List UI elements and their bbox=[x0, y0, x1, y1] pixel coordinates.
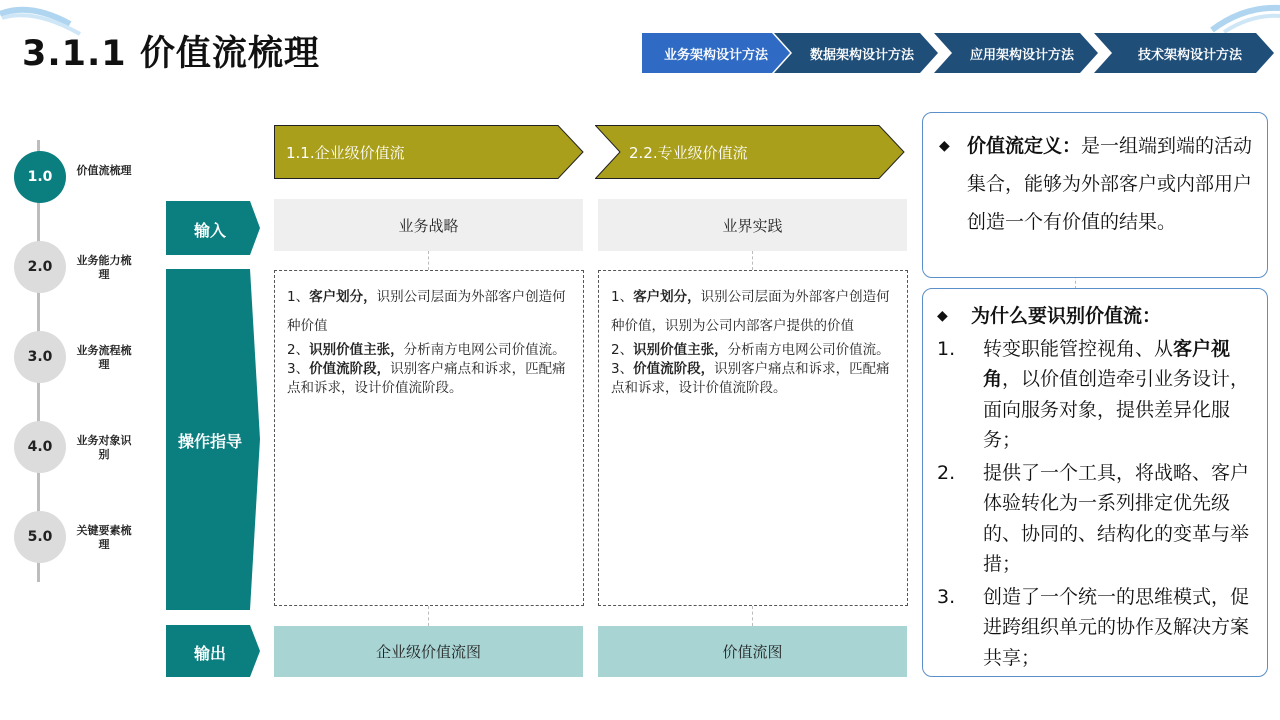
guide-box-professional bbox=[598, 270, 908, 606]
why-item-post: ，以价值创造牵引业务设计，面向服务对象，提供差异化服务； bbox=[983, 368, 1250, 451]
column-header-label: 2.2.专业级价值流 bbox=[629, 144, 748, 162]
why-item-1 bbox=[937, 334, 1257, 456]
diamond-bullet-icon: ◆ bbox=[939, 138, 950, 154]
guide-item-keyword: 客户划分， bbox=[309, 289, 377, 305]
timeline-label-5: 关键要素梳理 bbox=[76, 524, 132, 551]
timeline-node-3[interactable]: 3.0 bbox=[14, 331, 66, 383]
step-label: 业务架构设计方法 bbox=[663, 47, 768, 63]
step-label: 应用架构设计方法 bbox=[969, 47, 1074, 63]
input-box-professional: 业界实践 bbox=[598, 199, 907, 251]
timeline-node-4[interactable]: 4.0 bbox=[14, 421, 66, 473]
guide-item-2 bbox=[287, 341, 571, 360]
guide-item-text: 识别公司层面为外部客户创造何种价值 bbox=[287, 289, 566, 334]
timeline-node-2[interactable]: 2.0 bbox=[14, 241, 66, 293]
page-title: 3.1.1 价值流梳理 bbox=[22, 34, 320, 74]
step-technology-architecture[interactable] bbox=[1094, 33, 1274, 73]
timeline-label-3: 业务流程梳理 bbox=[76, 344, 132, 371]
guide-item-3 bbox=[287, 360, 571, 398]
column-header-enterprise bbox=[274, 125, 584, 179]
timeline-label-2: 业务能力梳理 bbox=[76, 254, 132, 281]
step-application-architecture[interactable] bbox=[934, 33, 1098, 73]
why-item-number: 2. bbox=[937, 461, 956, 484]
why-item-3 bbox=[937, 582, 1257, 674]
guide-item-prefix: 3、 bbox=[287, 361, 310, 377]
guide-item-3 bbox=[611, 360, 895, 398]
guide-item-prefix: 2、 bbox=[611, 342, 634, 358]
column-header-professional bbox=[595, 125, 905, 179]
definition-term: 价值流定义： bbox=[967, 135, 1082, 157]
guide-item-1 bbox=[287, 283, 571, 341]
timeline-label-1: 价值流梳理 bbox=[76, 164, 132, 177]
step-label: 数据架构设计方法 bbox=[809, 47, 914, 63]
guide-item-keyword: 识别价值主张， bbox=[633, 342, 728, 358]
row-tag-guide bbox=[166, 269, 260, 610]
guide-item-1 bbox=[611, 283, 895, 341]
why-panel bbox=[922, 288, 1268, 677]
column-header-label: 1.1.企业级价值流 bbox=[286, 144, 405, 162]
row-tag-input bbox=[166, 201, 260, 255]
why-item-number: 3. bbox=[937, 585, 956, 608]
guide-item-text: 识别客户痛点和诉求，匹配痛点和诉求，设计价值流阶段。 bbox=[287, 361, 566, 396]
why-item-bold: 客户视角 bbox=[983, 337, 1231, 390]
guide-item-prefix: 1、 bbox=[611, 289, 634, 305]
guide-item-text: 识别客户痛点和诉求，匹配痛点和诉求，设计价值流阶段。 bbox=[611, 361, 890, 396]
definition-panel bbox=[922, 112, 1268, 278]
connector-line bbox=[752, 606, 753, 626]
why-item-pre: 转变职能管控视角、从 bbox=[983, 337, 1174, 360]
output-box-enterprise: 企业级价值流图 bbox=[274, 626, 583, 677]
guide-item-prefix: 2、 bbox=[287, 342, 310, 358]
row-tag-label: 输出 bbox=[193, 644, 226, 663]
connector-line bbox=[428, 606, 429, 626]
connector-line bbox=[428, 251, 429, 270]
guide-box-enterprise bbox=[274, 270, 584, 606]
guide-item-keyword: 客户划分， bbox=[633, 289, 701, 305]
step-business-architecture[interactable] bbox=[642, 33, 790, 73]
guide-item-prefix: 3、 bbox=[611, 361, 634, 377]
guide-item-keyword: 价值流阶段， bbox=[309, 361, 391, 377]
guide-item-text: 识别公司层面为外部客户创造何种价值，识别为公司内部客户提供的价值 bbox=[611, 289, 890, 334]
guide-item-2 bbox=[611, 341, 895, 360]
guide-item-prefix: 1、 bbox=[287, 289, 310, 305]
guide-item-keyword: 识别价值主张， bbox=[309, 342, 404, 358]
why-item-text: 创造了一个统一的思维模式，促进跨组织单元的协作及解决方案共享； bbox=[983, 585, 1250, 669]
why-item-text bbox=[983, 334, 1257, 456]
input-box-enterprise: 业务战略 bbox=[274, 199, 583, 251]
method-steps-nav bbox=[640, 33, 1274, 73]
guide-item-text: 分析南方电网公司价值流。 bbox=[403, 342, 566, 358]
row-tag-label: 输入 bbox=[193, 221, 226, 240]
why-item-number: 1. bbox=[937, 337, 956, 360]
output-box-professional: 价值流图 bbox=[598, 626, 907, 677]
timeline-node-5[interactable]: 5.0 bbox=[14, 511, 66, 563]
why-item-2 bbox=[937, 458, 1257, 580]
why-heading-row bbox=[937, 301, 1257, 332]
guide-item-keyword: 价值流阶段， bbox=[633, 361, 715, 377]
row-tag-output bbox=[166, 625, 260, 677]
timeline-label-4: 业务对象识别 bbox=[76, 434, 132, 461]
connector-line bbox=[752, 251, 753, 270]
definition-text-block bbox=[967, 127, 1253, 241]
guide-item-text: 分析南方电网公司价值流。 bbox=[727, 342, 890, 358]
top-right-swoosh-decoration bbox=[1208, 0, 1280, 34]
why-heading: 为什么要识别价值流： bbox=[971, 305, 1162, 327]
step-label: 技术架构设计方法 bbox=[1137, 47, 1242, 63]
diamond-bullet-icon: ◆ bbox=[937, 308, 948, 324]
step-data-architecture[interactable] bbox=[774, 33, 938, 73]
why-item-text: 提供了一个工具，将战略、客户体验转化为一系列排定优先级的、协同的、结构化的变革与举措； bbox=[983, 461, 1250, 575]
row-tag-label: 操作指导 bbox=[177, 432, 242, 451]
timeline-node-1[interactable]: 1.0 bbox=[14, 151, 66, 203]
definition-text: 是一组端到端的活动集合，能够为外部客户或内部用户创造一个有价值的结果。 bbox=[967, 135, 1253, 233]
definition-row bbox=[939, 127, 1253, 241]
